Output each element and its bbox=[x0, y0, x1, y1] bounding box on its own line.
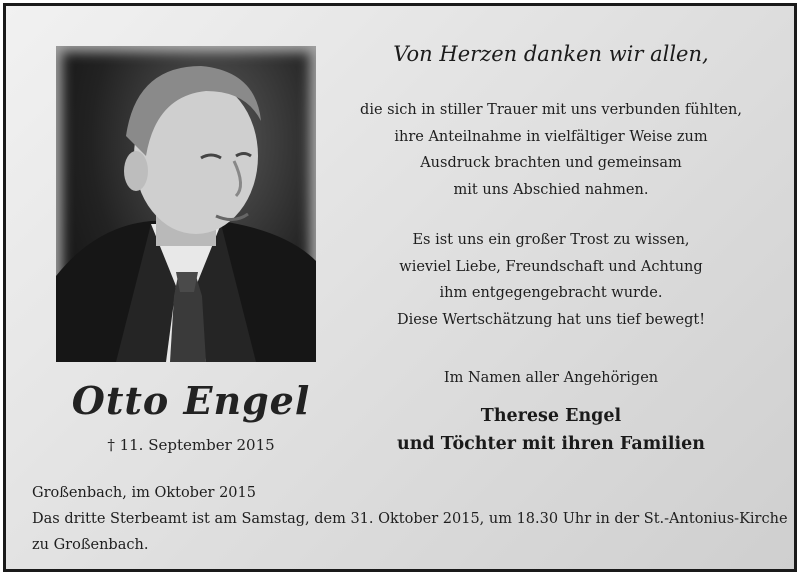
portrait-illustration bbox=[56, 46, 316, 362]
obituary-card bbox=[3, 3, 797, 572]
thanks-heading: Von Herzen danken wir allen, bbox=[393, 42, 709, 66]
service-line-cont: zu Großenbach. bbox=[32, 537, 149, 553]
service-line: Das dritte Sterbeamt ist am Samstag, dem 31. Oktober 2015, um 18.30 Uhr in der St.-Antonius-Kirche bbox=[32, 511, 788, 527]
footer-notice bbox=[32, 480, 787, 558]
text-line: Diese Wertschätzung hat uns tief bewegt! bbox=[396, 311, 706, 328]
text-line: ihre Anteilnahme in vielfältiger Weise zum bbox=[394, 128, 708, 145]
text-line: Ausdruck brachten und gemeinsam bbox=[420, 155, 682, 171]
place-date-line: Großenbach, im Oktober 2015 bbox=[32, 485, 256, 501]
on-behalf-line: Im Namen aller Angehörigen bbox=[443, 370, 659, 386]
text-line: ihm entgegengebracht wurde. bbox=[439, 285, 663, 301]
signer-line: Therese Engel bbox=[480, 406, 622, 426]
thanks-paragraph-2 bbox=[336, 227, 766, 333]
death-date: † 11. September 2015 bbox=[107, 436, 275, 454]
deceased-name: Otto Engel bbox=[71, 378, 311, 423]
text-line: die sich in stiller Trauer mit uns verbunden fühlten, bbox=[360, 102, 742, 118]
portrait-photo bbox=[56, 46, 316, 362]
signer-line: und Töchter mit ihren Familien bbox=[396, 434, 706, 454]
text-line: wieviel Liebe, Freundschaft und Achtung bbox=[399, 258, 703, 275]
text-line: mit uns Abschied nahmen. bbox=[453, 181, 649, 198]
signers bbox=[336, 402, 766, 458]
thanks-paragraph-1 bbox=[336, 97, 766, 203]
text-line: Es ist uns ein großer Trost zu wissen, bbox=[412, 232, 690, 248]
